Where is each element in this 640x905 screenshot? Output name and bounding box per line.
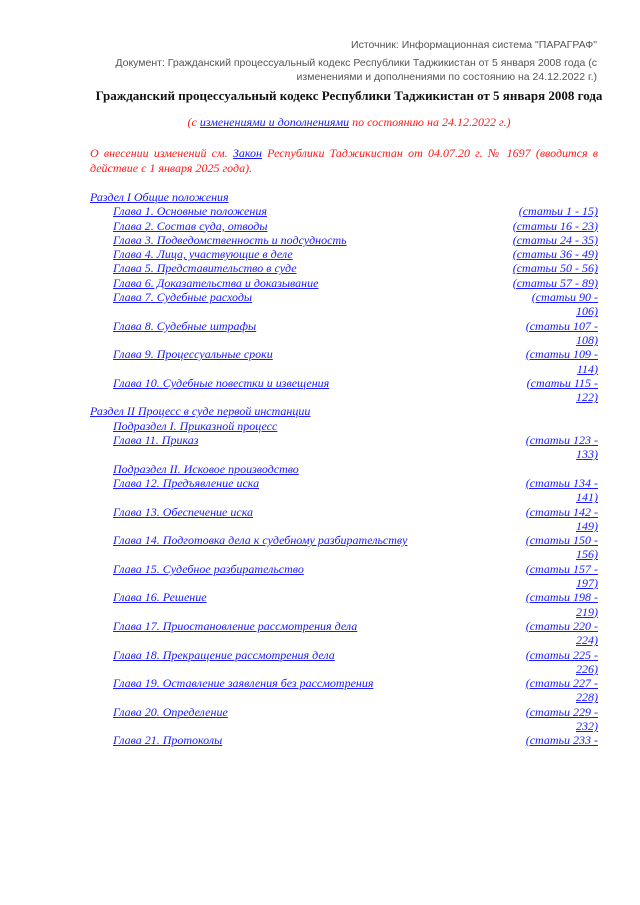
toc-chapter: [90, 476, 598, 505]
toc-chapter: [90, 290, 598, 319]
toc-chapter: [90, 619, 598, 648]
toc-chapter: [90, 276, 598, 290]
toc-chapter: [90, 233, 598, 247]
toc-chapter: [90, 562, 598, 591]
law-link[interactable]: Закон: [232, 146, 262, 160]
toc-range-cell: [508, 261, 598, 275]
toc-range-cell: [508, 705, 598, 734]
toc-range-cell: [508, 233, 598, 247]
toc-item-link[interactable]: Глава 3. Подведомственность и подсудность: [113, 232, 347, 247]
article-range-link[interactable]: (статьи 233 -: [525, 733, 598, 748]
article-range-link[interactable]: (статьи 227 - 228): [525, 676, 598, 705]
toc-item-link[interactable]: Глава 7. Судебные расходы: [113, 290, 253, 305]
article-range-link[interactable]: (статьи 225 - 226): [525, 647, 598, 676]
toc-range-cell: [508, 590, 598, 619]
toc-item-link[interactable]: Глава 11. Приказ: [113, 433, 199, 448]
article-range-link[interactable]: (статьи 36 - 49): [512, 247, 598, 262]
toc-item-link[interactable]: Глава 21. Протоколы: [113, 733, 223, 748]
source-line: Источник: Информационная система "ПАРАГРАФ": [351, 39, 597, 51]
toc-item-link[interactable]: Раздел II Процесс в суде первой инстанции: [90, 404, 311, 419]
toc-chapter: [90, 319, 598, 348]
toc-chapter: [90, 733, 598, 747]
article-range-link[interactable]: (статьи 109 - 114): [525, 347, 598, 376]
toc-subsection: [90, 419, 598, 433]
toc-range-cell: [508, 376, 598, 405]
toc-item-link[interactable]: Глава 9. Процессуальные сроки: [113, 347, 273, 362]
toc-item-link[interactable]: Глава 10. Судебные повестки и извещения: [113, 375, 330, 390]
toc-range-cell: [508, 733, 598, 747]
article-range-link[interactable]: (статьи 123 - 133): [525, 433, 598, 462]
notice-prefix: О внесении изменений см.: [90, 146, 233, 160]
toc-item-link[interactable]: Глава 15. Судебное разбирательство: [113, 561, 304, 576]
article-range-link[interactable]: (статьи 150 - 156): [525, 533, 598, 562]
toc-range-cell: [508, 676, 598, 705]
toc-item-link[interactable]: Глава 18. Прекращение рассмотрения дела: [113, 647, 335, 662]
toc-item-link[interactable]: Глава 2. Состав суда, отводы: [113, 218, 268, 233]
amendment-notice: [90, 146, 598, 176]
toc-range-cell: [508, 433, 598, 462]
toc-chapter: [90, 433, 598, 462]
toc-chapter: [90, 261, 598, 275]
article-range-link[interactable]: (статьи 107 - 108): [525, 318, 598, 347]
amendments-link[interactable]: изменениями и дополнениями: [199, 115, 350, 129]
toc-item-link[interactable]: Глава 8. Судебные штрафы: [113, 318, 257, 333]
toc-chapter: [90, 648, 598, 677]
toc-range-cell: [508, 219, 598, 233]
toc-chapter: [90, 590, 598, 619]
article-range-link[interactable]: (статьи 24 - 35): [512, 232, 598, 247]
toc-item-link[interactable]: Глава 19. Оставление заявления без рассмотрения: [113, 676, 374, 691]
toc-item-link[interactable]: Подраздел II. Исковое производство: [113, 461, 299, 476]
notice-suffix: Республики Таджикистан от 04.07.20 г. № 1697 (вводится в действие с 1 января 2025 года).: [90, 146, 599, 175]
toc-range-cell: [508, 476, 598, 505]
toc-chapter: [90, 376, 598, 405]
subtitle: [90, 115, 608, 129]
toc-chapter: [90, 219, 598, 233]
toc-range-cell: [508, 319, 598, 348]
toc-chapter: [90, 505, 598, 534]
toc-chapter: [90, 347, 598, 376]
subtitle-suffix: по состоянию на 24.12.2022 г.): [349, 115, 511, 129]
article-range-link[interactable]: (статьи 90 - 106): [531, 290, 598, 319]
toc-item-link[interactable]: Глава 17. Приостановление рассмотрения дела: [113, 618, 358, 633]
toc-range-cell: [508, 562, 598, 591]
toc-range-cell: [508, 290, 598, 319]
article-range-link[interactable]: (статьи 134 - 141): [525, 475, 598, 505]
table-of-contents: [90, 190, 598, 748]
article-range-link[interactable]: (статьи 198 - 219): [525, 590, 598, 619]
toc-item-link[interactable]: Глава 13. Обеспечение иска: [113, 504, 254, 519]
toc-range-cell: [508, 533, 598, 562]
toc-section: [90, 190, 598, 204]
toc-subsection: [90, 462, 598, 476]
article-range-link[interactable]: (статьи 157 - 197): [525, 561, 598, 591]
article-range-link[interactable]: (статьи 142 - 149): [525, 504, 598, 533]
document-line: Документ: Гражданский процессуальный кодекс Республики Таджикистан от 5 января 2008 года (с изменениями и дополнениями по состоянию на 24.12.2022 г.): [115, 57, 597, 83]
toc-chapter: [90, 705, 598, 734]
toc-item-link[interactable]: Глава 12. Предъявление иска: [113, 475, 260, 490]
toc-item-link[interactable]: Глава 4. Лица, участвующие в деле: [113, 247, 293, 262]
toc-range-cell: [508, 347, 598, 376]
toc-item-link[interactable]: Глава 5. Представительство в суде: [113, 261, 297, 276]
toc-section: [90, 404, 598, 418]
toc-item-link[interactable]: Глава 1. Основные положения: [113, 204, 267, 219]
toc-range-cell: [508, 276, 598, 290]
toc-chapter: [90, 247, 598, 261]
article-range-link[interactable]: (статьи 220 - 224): [525, 618, 598, 648]
toc-item-link[interactable]: Раздел I Общие положения: [90, 190, 229, 204]
toc-range-cell: [508, 204, 598, 218]
article-range-link[interactable]: (статьи 1 - 15): [518, 204, 598, 219]
toc-chapter: [90, 533, 598, 562]
article-range-link[interactable]: (статьи 57 - 89): [512, 275, 598, 290]
toc-item-link[interactable]: Глава 6. Доказательства и доказывание: [113, 275, 319, 290]
toc-item-link[interactable]: Глава 20. Определение: [113, 704, 228, 719]
toc-range-cell: [508, 619, 598, 648]
page-title: Гражданский процессуальный кодекс Республики Таджикистан от 5 января 2008 года: [95, 88, 603, 103]
article-range-link[interactable]: (статьи 115 - 122): [526, 375, 598, 405]
toc-range-cell: [508, 247, 598, 261]
toc-item-link[interactable]: Глава 14. Подготовка дела к судебному разбирательству: [113, 533, 408, 548]
toc-item-link[interactable]: Подраздел I. Приказной процесс: [113, 418, 278, 433]
subtitle-prefix: (с: [187, 115, 200, 129]
article-range-link[interactable]: (статьи 229 - 232): [525, 704, 598, 733]
toc-chapter: [90, 204, 598, 218]
toc-range-cell: [508, 505, 598, 534]
toc-item-link[interactable]: Глава 16. Решение: [113, 590, 207, 605]
toc-chapter: [90, 676, 598, 705]
toc-range-cell: [508, 648, 598, 677]
article-range-link[interactable]: (статьи 50 - 56): [512, 261, 598, 276]
article-range-link[interactable]: (статьи 16 - 23): [512, 218, 598, 233]
